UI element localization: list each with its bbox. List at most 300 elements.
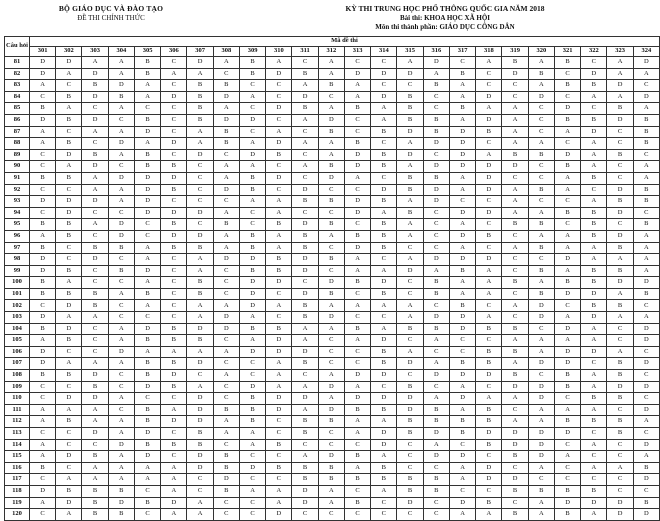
exam-code-header: 304 <box>108 47 134 57</box>
answer-cell: D <box>239 300 265 312</box>
answer-cell: B <box>397 114 423 126</box>
answer-cell: A <box>56 68 82 80</box>
answer-cell: D <box>449 451 475 463</box>
answer-cell: A <box>108 184 134 196</box>
answer-cell: B <box>528 288 554 300</box>
answer-cell: C <box>134 393 160 405</box>
answer-cell: D <box>502 161 528 173</box>
answer-cell: B <box>134 404 160 416</box>
table-row <box>5 172 660 184</box>
exam-code-header: 302 <box>56 47 82 57</box>
answer-cell: D <box>29 196 55 208</box>
answer-cell: D <box>161 416 187 428</box>
exam-code-header: 324 <box>633 47 659 57</box>
answer-cell: A <box>528 57 554 69</box>
answer-cell: C <box>266 114 292 126</box>
answer-cell: B <box>266 323 292 335</box>
answer-cell: A <box>292 335 318 347</box>
answer-cell: B <box>239 265 265 277</box>
answer-cell: A <box>397 312 423 324</box>
answer-cell: A <box>239 428 265 440</box>
answer-cell: C <box>213 393 239 405</box>
answer-cell: D <box>108 346 134 358</box>
answer-cell: A <box>607 312 633 324</box>
answer-cell: C <box>423 509 449 521</box>
answer-cell: D <box>397 358 423 370</box>
answer-cell: A <box>344 428 370 440</box>
answer-cell: D <box>161 207 187 219</box>
answer-cell: D <box>239 288 265 300</box>
answer-key-table <box>4 36 660 521</box>
table-row <box>5 370 660 382</box>
table-row <box>5 393 660 405</box>
answer-cell: B <box>423 485 449 497</box>
answer-cell: A <box>344 254 370 266</box>
answer-cell: B <box>292 428 318 440</box>
answer-cell: D <box>371 335 397 347</box>
answer-cell: D <box>82 428 108 440</box>
answer-cell: B <box>266 265 292 277</box>
answer-cell: A <box>161 68 187 80</box>
answer-cell: C <box>371 172 397 184</box>
answer-cell: C <box>607 439 633 451</box>
answer-cell: B <box>187 335 213 347</box>
answer-cell: C <box>266 428 292 440</box>
answer-cell: C <box>449 196 475 208</box>
answer-cell: C <box>239 509 265 521</box>
answer-cell: D <box>607 207 633 219</box>
answer-cell: D <box>134 265 160 277</box>
answer-cell: C <box>108 370 134 382</box>
answer-cell: C <box>502 462 528 474</box>
answer-cell: C <box>397 277 423 289</box>
answer-cell: A <box>607 91 633 103</box>
answer-cell: C <box>344 114 370 126</box>
question-number: 101 <box>5 288 30 300</box>
answer-cell: D <box>528 439 554 451</box>
answer-cell: A <box>607 57 633 69</box>
answer-cell: B <box>607 358 633 370</box>
answer-cell: B <box>528 242 554 254</box>
answer-cell: C <box>187 172 213 184</box>
table-row <box>5 288 660 300</box>
answer-cell: D <box>344 242 370 254</box>
answer-cell: D <box>266 335 292 347</box>
answer-cell: D <box>397 265 423 277</box>
answer-cell: B <box>239 323 265 335</box>
answer-cell: B <box>449 103 475 115</box>
answer-cell: B <box>528 68 554 80</box>
document-header <box>0 0 660 36</box>
answer-cell: A <box>502 184 528 196</box>
answer-cell: B <box>161 242 187 254</box>
answer-cell: D <box>423 138 449 150</box>
answer-cell: A <box>213 428 239 440</box>
answer-cell: C <box>607 219 633 231</box>
answer-cell: A <box>502 242 528 254</box>
answer-cell: C <box>476 242 502 254</box>
answer-cell: A <box>581 439 607 451</box>
answer-cell: C <box>318 184 344 196</box>
answer-cell: D <box>397 393 423 405</box>
exam-code-header: 307 <box>187 47 213 57</box>
answer-cell: C <box>82 323 108 335</box>
answer-cell: C <box>29 381 55 393</box>
answer-cell: A <box>581 323 607 335</box>
answer-cell: B <box>161 219 187 231</box>
answer-cell: C <box>554 462 580 474</box>
answer-cell: B <box>187 103 213 115</box>
answer-cell: D <box>56 196 82 208</box>
answer-cell: B <box>371 219 397 231</box>
answer-cell: B <box>607 370 633 382</box>
answer-cell: A <box>108 474 134 486</box>
answer-cell: D <box>56 451 82 463</box>
answer-cell: D <box>633 277 659 289</box>
answer-cell: D <box>554 288 580 300</box>
answer-cell: D <box>161 138 187 150</box>
answer-cell: A <box>292 161 318 173</box>
exam-code-header: 303 <box>82 47 108 57</box>
answer-cell: B <box>56 219 82 231</box>
answer-cell: C <box>318 242 344 254</box>
answer-cell: A <box>318 68 344 80</box>
answer-cell: D <box>476 428 502 440</box>
answer-cell: A <box>108 358 134 370</box>
answer-cell: B <box>476 497 502 509</box>
answer-cell: B <box>318 126 344 138</box>
answer-cell: C <box>108 277 134 289</box>
answer-cell: D <box>29 265 55 277</box>
answer-cell: C <box>213 358 239 370</box>
answer-cell: B <box>449 428 475 440</box>
answer-cell: B <box>29 323 55 335</box>
official-exam-label: ĐỀ THI CHÍNH THỨC <box>77 14 145 22</box>
answer-cell: C <box>318 439 344 451</box>
answer-cell: C <box>502 288 528 300</box>
answer-cell: D <box>528 358 554 370</box>
answer-cell: C <box>528 114 554 126</box>
answer-cell: D <box>266 404 292 416</box>
answer-cell: A <box>449 288 475 300</box>
answer-cell: B <box>397 91 423 103</box>
answer-cell: D <box>581 68 607 80</box>
answer-cell: D <box>187 57 213 69</box>
answer-cell: A <box>528 497 554 509</box>
answer-cell: D <box>292 288 318 300</box>
answer-cell: A <box>633 103 659 115</box>
answer-cell: C <box>213 277 239 289</box>
answer-cell: A <box>29 497 55 509</box>
answer-cell: A <box>581 161 607 173</box>
answer-cell: D <box>633 323 659 335</box>
answer-cell: A <box>476 288 502 300</box>
answer-cell: A <box>423 439 449 451</box>
answer-cell: D <box>134 428 160 440</box>
answer-cell: B <box>528 265 554 277</box>
answer-cell: C <box>29 474 55 486</box>
answer-cell: B <box>187 91 213 103</box>
answer-cell: C <box>161 196 187 208</box>
exam-code-header: 321 <box>554 47 580 57</box>
table-row <box>5 114 660 126</box>
answer-cell: D <box>134 196 160 208</box>
answer-cell: B <box>318 462 344 474</box>
answer-cell: B <box>502 323 528 335</box>
exam-code-header: 315 <box>397 47 423 57</box>
question-number: 116 <box>5 462 30 474</box>
question-number: 103 <box>5 312 30 324</box>
answer-cell: B <box>449 358 475 370</box>
answer-cell: D <box>476 184 502 196</box>
answer-cell: D <box>476 91 502 103</box>
answer-cell: B <box>607 300 633 312</box>
answer-cell: B <box>607 393 633 405</box>
answer-cell: C <box>423 381 449 393</box>
answer-cell: D <box>423 370 449 382</box>
answer-cell: B <box>318 80 344 92</box>
answer-cell: A <box>423 265 449 277</box>
answer-cell: D <box>476 474 502 486</box>
answer-cell: B <box>266 439 292 451</box>
answer-cell: C <box>108 161 134 173</box>
answer-cell: B <box>239 68 265 80</box>
answer-cell: B <box>318 474 344 486</box>
answer-cell: C <box>607 451 633 463</box>
answer-cell: A <box>213 230 239 242</box>
answer-cell: D <box>82 114 108 126</box>
answer-cell: B <box>344 474 370 486</box>
answer-cell: A <box>108 288 134 300</box>
answer-cell: A <box>108 126 134 138</box>
answer-cell: B <box>554 161 580 173</box>
answer-cell: B <box>161 381 187 393</box>
answer-cell: C <box>449 439 475 451</box>
answer-cell: A <box>607 346 633 358</box>
answer-cell: B <box>476 439 502 451</box>
answer-cell: C <box>581 474 607 486</box>
answer-cell: A <box>29 230 55 242</box>
question-column-header: Câu hỏi <box>5 37 30 57</box>
table-row <box>5 254 660 266</box>
answer-cell: C <box>554 68 580 80</box>
answer-cell: C <box>266 416 292 428</box>
answer-cell: A <box>56 161 82 173</box>
answer-cell: C <box>502 497 528 509</box>
answer-cell: D <box>266 277 292 289</box>
answer-cell: A <box>213 370 239 382</box>
answer-cell: D <box>213 323 239 335</box>
answer-cell: A <box>187 497 213 509</box>
answer-cell: A <box>266 485 292 497</box>
answer-cell: B <box>423 114 449 126</box>
answer-cell: B <box>56 485 82 497</box>
answer-cell: A <box>318 300 344 312</box>
answer-cell: B <box>476 404 502 416</box>
exam-code-header: 309 <box>239 47 265 57</box>
answer-cell: B <box>397 184 423 196</box>
answer-cell: D <box>213 254 239 266</box>
answer-cell: D <box>82 68 108 80</box>
answer-cell: B <box>476 126 502 138</box>
answer-cell: C <box>29 184 55 196</box>
answer-cell: C <box>581 103 607 115</box>
answer-cell: A <box>292 404 318 416</box>
answer-cell: B <box>633 126 659 138</box>
answer-cell: C <box>318 335 344 347</box>
answer-cell: C <box>502 312 528 324</box>
answer-cell: C <box>476 219 502 231</box>
answer-cell: D <box>476 114 502 126</box>
answer-cell: B <box>292 358 318 370</box>
answer-cell: C <box>29 393 55 405</box>
answer-cell: B <box>344 277 370 289</box>
answer-cell: B <box>397 323 423 335</box>
answer-cell: A <box>318 57 344 69</box>
answer-cell: B <box>82 509 108 521</box>
answer-cell: A <box>633 161 659 173</box>
answer-cell: B <box>56 138 82 150</box>
answer-cell: B <box>554 509 580 521</box>
answer-cell: D <box>266 172 292 184</box>
answer-cell: C <box>161 393 187 405</box>
answer-cell: A <box>134 462 160 474</box>
answer-cell: A <box>239 196 265 208</box>
answer-cell: B <box>266 149 292 161</box>
answer-cell: A <box>56 103 82 115</box>
answer-cell: D <box>56 57 82 69</box>
answer-cell: C <box>108 300 134 312</box>
answer-cell: A <box>554 126 580 138</box>
question-number: 87 <box>5 126 30 138</box>
answer-cell: D <box>423 196 449 208</box>
answer-cell: B <box>29 277 55 289</box>
answer-cell: D <box>449 207 475 219</box>
answer-cell: D <box>423 57 449 69</box>
table-row <box>5 149 660 161</box>
answer-cell: D <box>187 416 213 428</box>
answer-cell: D <box>187 393 213 405</box>
answer-cell: C <box>108 381 134 393</box>
answer-cell: D <box>29 114 55 126</box>
answer-cell: C <box>134 312 160 324</box>
answer-cell: C <box>397 462 423 474</box>
answer-cell: D <box>581 346 607 358</box>
answer-cell: B <box>502 219 528 231</box>
answer-cell: A <box>213 242 239 254</box>
answer-cell: B <box>292 230 318 242</box>
answer-cell: B <box>502 485 528 497</box>
answer-cell: A <box>134 277 160 289</box>
answer-cell: A <box>213 172 239 184</box>
answer-cell: B <box>554 416 580 428</box>
answer-cell: A <box>318 230 344 242</box>
answer-cell: C <box>502 254 528 266</box>
answer-cell: B <box>528 485 554 497</box>
answer-cell: C <box>56 80 82 92</box>
answer-cell: B <box>502 149 528 161</box>
answer-cell: D <box>82 254 108 266</box>
answer-cell: B <box>397 381 423 393</box>
answer-cell: B <box>581 219 607 231</box>
answer-cell: C <box>528 103 554 115</box>
answer-cell: B <box>397 485 423 497</box>
answer-cell: A <box>187 509 213 521</box>
answer-cell: C <box>56 242 82 254</box>
answer-cell: D <box>344 207 370 219</box>
answer-cell: B <box>29 103 55 115</box>
answer-cell: B <box>187 288 213 300</box>
answer-cell: A <box>633 68 659 80</box>
question-number: 117 <box>5 474 30 486</box>
answer-cell: B <box>371 242 397 254</box>
answer-cell: B <box>82 242 108 254</box>
table-row <box>5 103 660 115</box>
answer-cell: C <box>528 370 554 382</box>
answer-cell: A <box>581 404 607 416</box>
question-number: 105 <box>5 335 30 347</box>
answer-cell: D <box>82 161 108 173</box>
answer-cell: A <box>633 254 659 266</box>
answer-cell: D <box>187 230 213 242</box>
question-number: 91 <box>5 172 30 184</box>
answer-cell: A <box>449 91 475 103</box>
answer-cell: B <box>554 277 580 289</box>
answer-cell: D <box>108 80 134 92</box>
question-number: 104 <box>5 323 30 335</box>
answer-cell: A <box>371 416 397 428</box>
answer-cell: C <box>82 335 108 347</box>
answer-cell: C <box>266 288 292 300</box>
answer-cell: C <box>318 428 344 440</box>
exam-code-header: 320 <box>528 47 554 57</box>
question-number: 81 <box>5 57 30 69</box>
answer-cell: C <box>134 509 160 521</box>
table-row <box>5 230 660 242</box>
answer-cell: A <box>344 91 370 103</box>
question-number: 102 <box>5 300 30 312</box>
answer-cell: B <box>292 474 318 486</box>
answer-cell: B <box>292 312 318 324</box>
answer-cell: A <box>266 230 292 242</box>
answer-cell: A <box>528 462 554 474</box>
answer-cell: A <box>476 277 502 289</box>
answer-cell: B <box>397 416 423 428</box>
answer-cell: D <box>581 288 607 300</box>
answer-cell: C <box>213 509 239 521</box>
answer-cell: A <box>371 323 397 335</box>
answer-cell: A <box>108 57 134 69</box>
answer-cell: A <box>108 416 134 428</box>
answer-cell: A <box>607 288 633 300</box>
answer-cell: D <box>502 439 528 451</box>
answer-cell: B <box>187 428 213 440</box>
answer-cell: C <box>213 497 239 509</box>
answer-cell: A <box>423 358 449 370</box>
answer-cell: D <box>318 312 344 324</box>
answer-cell: A <box>502 126 528 138</box>
answer-cell: B <box>423 172 449 184</box>
answer-cell: B <box>318 196 344 208</box>
question-number: 107 <box>5 358 30 370</box>
answer-cell: B <box>423 126 449 138</box>
table-row <box>5 485 660 497</box>
exam-code-header: 312 <box>318 47 344 57</box>
answer-cell: D <box>56 497 82 509</box>
answer-cell: A <box>292 323 318 335</box>
answer-cell: C <box>449 57 475 69</box>
answer-cell: B <box>607 242 633 254</box>
